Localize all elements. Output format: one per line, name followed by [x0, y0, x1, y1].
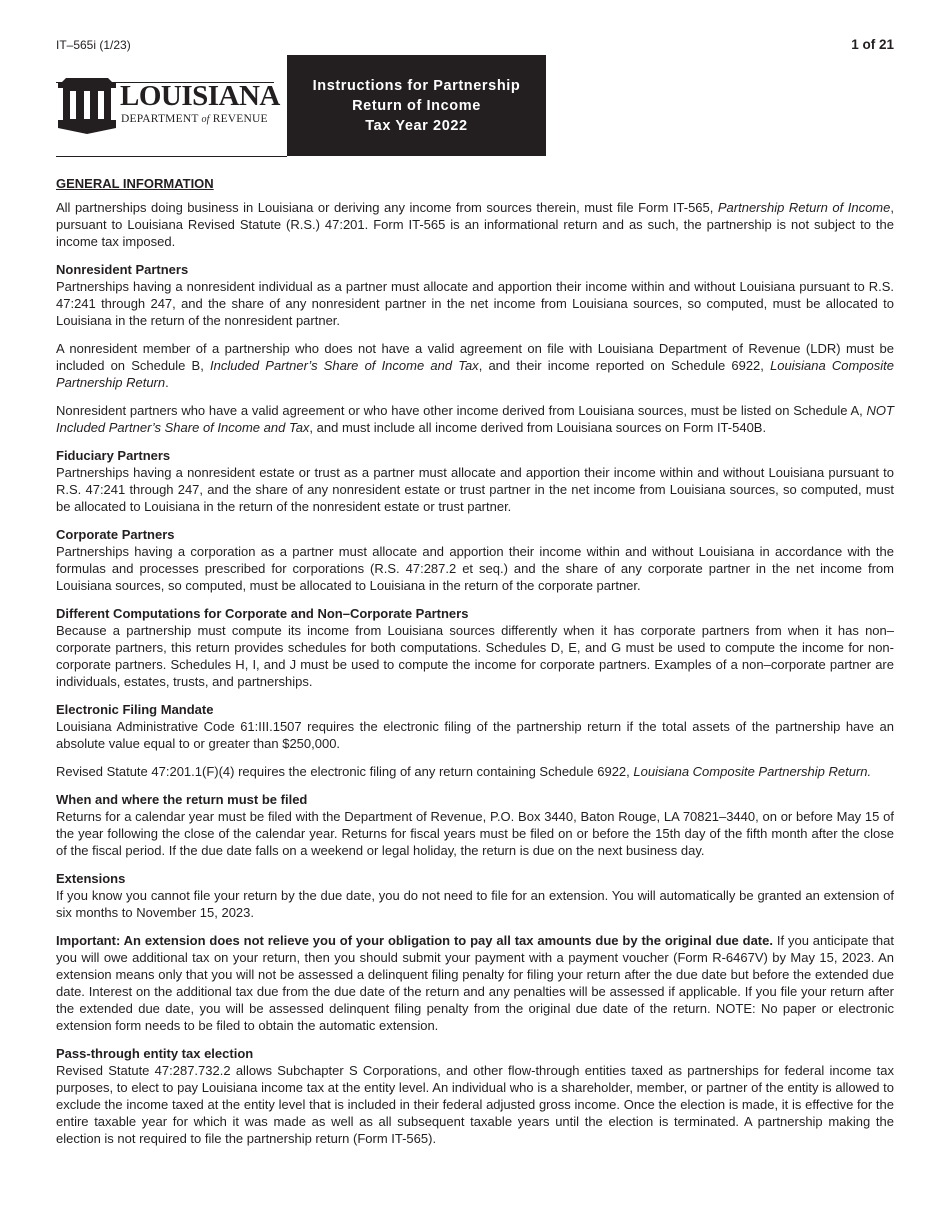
general-paragraph: All partnerships doing business in Louisiana or deriving any income from sources therein, must file Form IT-565, Partnership Return of Income, pursuant to Louisiana Revised Statute (R.S.) 47:201. Form IT-565 is an informational return and as such, the partnership is not subject to the income tax imposed. — [56, 200, 894, 249]
logo-department: DEPARTMENT of REVENUE — [121, 113, 268, 125]
fiduciary-paragraph: Partnerships having a nonresident estate or trust as a partner must allocate and apportion their income within and without Louisiana pursuant to R.S. 47:241 through 247, and the share of any nonresident estate or trust partner in the net income from Louisiana sources, so computed, must be allocated to Louisiana in the return of the nonresident estate or trust partner. — [56, 465, 894, 514]
nonresident-paragraph-1: Partnerships having a nonresident individual as a partner must allocate and apportion their income within and without Louisiana pursuant to R.S. 47:241 through 247, and the share of any nonresident partner in the net income from Louisiana sources, so computed, must be allocated to Louisiana in the return of the nonresident partner. — [56, 279, 894, 328]
heading-nonresident: Nonresident Partners — [56, 262, 189, 277]
title-line-2: Return of Income — [352, 97, 481, 114]
form-code: IT–565i (1/23) — [56, 38, 131, 52]
heading-different-computations: Different Computations for Corporate and Non–Corporate Partners — [56, 606, 469, 621]
extensions-paragraph-1: If you know you cannot file your return by the due date, you do not need to file for an extension. You will automatically be granted an extension of six months to November 15, 2023. — [56, 888, 894, 920]
efile-paragraph-1: Louisiana Administrative Code 61:III.1507 requires the electronic filing of the partnership return if the total assets of the partnership have an absolute value equal to or greater than $250,000. — [56, 719, 894, 751]
heading-extensions: Extensions — [56, 871, 126, 886]
heading-pass-through: Pass-through entity tax election — [56, 1046, 254, 1061]
louisiana-capitol-icon — [56, 76, 118, 134]
instructions-body — [56, 175, 894, 1158]
extensions-paragraph-2: Important: An extension does not relieve you of your obligation to pay all tax amounts due by the original due date. If you anticipate that you will owe additional tax on your return, then you should submit your payment with a payment voucher (Form R-6467V) by May 15, 2023. An extension means only that you will not be assessed a delinquent filing penalty for filing your return after the due date but before the extended due date. Interest on the additional tax due from the due date of the return and any penalties will be assessed if applicable. If you file your return after the extended due date, you will be assessed delinquent filing penalty from the original due date of the return. NOTE: No paper or electronic extension form needs to be filed to obtain the automatic extension. — [56, 933, 895, 1033]
nonresident-paragraph-2: A nonresident member of a partnership who does not have a valid agreement on file with Louisiana Department of Revenue (LDR) must be included on Schedule B, Included Partner’s Share of Income and Tax, and their income reported on Schedule 6922, Louisiana Composite Partnership Return. — [56, 341, 895, 390]
nonresident-paragraph-3: Nonresident partners who have a valid agreement or who have other income derived from Louisiana sources, must be listed on Schedule A, NOT Included Partner’s Share of Income and Tax, and must include all income derived from Louisiana sources on Form IT-540B. — [56, 403, 894, 435]
section-title: GENERAL INFORMATION — [56, 176, 214, 191]
title-line-3: Tax Year 2022 — [365, 117, 468, 134]
logo-wordmark: LOUISIANA — [120, 80, 280, 112]
title-line-1: Instructions for Partnership — [312, 77, 521, 94]
corporate-paragraph: Partnerships having a corporation as a partner must allocate and apportion their income within and without Louisiana in accordance with the formulas and processes prescribed for corporations (R.S. 47:287.2 et seq.) and the share of any corporate partner in the net income from Louisiana sources, so computed, must be allocated to Louisiana in the return of the corporate partner. — [56, 544, 894, 593]
logo-rule-bottom — [56, 156, 287, 157]
efile-paragraph-2: Revised Statute 47:201.1(F)(4) requires the electronic filing of any return containing Schedule 6922, Louisiana Composite Partnership Return. — [56, 764, 872, 779]
heading-electronic-filing: Electronic Filing Mandate — [56, 702, 214, 717]
heading-corporate: Corporate Partners — [56, 527, 175, 542]
document-title-box — [287, 55, 546, 156]
pass-through-paragraph: Revised Statute 47:287.732.2 allows Subchapter S Corporations, and other flow-through entities taxed as partnerships for federal income tax purposes, to elect to pay Louisiana income tax at the entity level. An individual who is a shareholder, member, or partner of the entity is allowed to exclude the income taxed at the entity level that is included in their federal adjusted gross income. Once the election is made, it is effective for the entire taxable year for which it was made as well as all subsequent taxable years until the election is terminated. A partnership making the election is not required to file the partnership return (Form IT-565). — [56, 1063, 894, 1146]
different-computations-paragraph: Because a partnership must compute its income from Louisiana sources differently when it has corporate partners from when it has non–corporate partners, this return provides schedules for both computations. Schedules D, E, and G must be used to compute the income for non-corporate partners. Schedules H, I, and J must be used to compute the income for corporate partners. Examples of a non–corporate partner are individuals, estates, trusts, and partnerships. — [56, 623, 894, 689]
heading-when-where: When and where the return must be filed — [56, 792, 308, 807]
page-number: 1 of 21 — [851, 37, 894, 52]
when-where-paragraph: Returns for a calendar year must be filed with the Department of Revenue, P.O. Box 3440, Baton Rouge, LA 70821–3440, on or before May 15 of the year following the close of the calendar year. Returns for fiscal years must be filed on or before the 15th day of the fifth month after the close of the fiscal period. If the due date falls on a weekend or legal holiday, the return is due on the next business day. — [56, 809, 894, 858]
heading-fiduciary: Fiduciary Partners — [56, 448, 171, 463]
